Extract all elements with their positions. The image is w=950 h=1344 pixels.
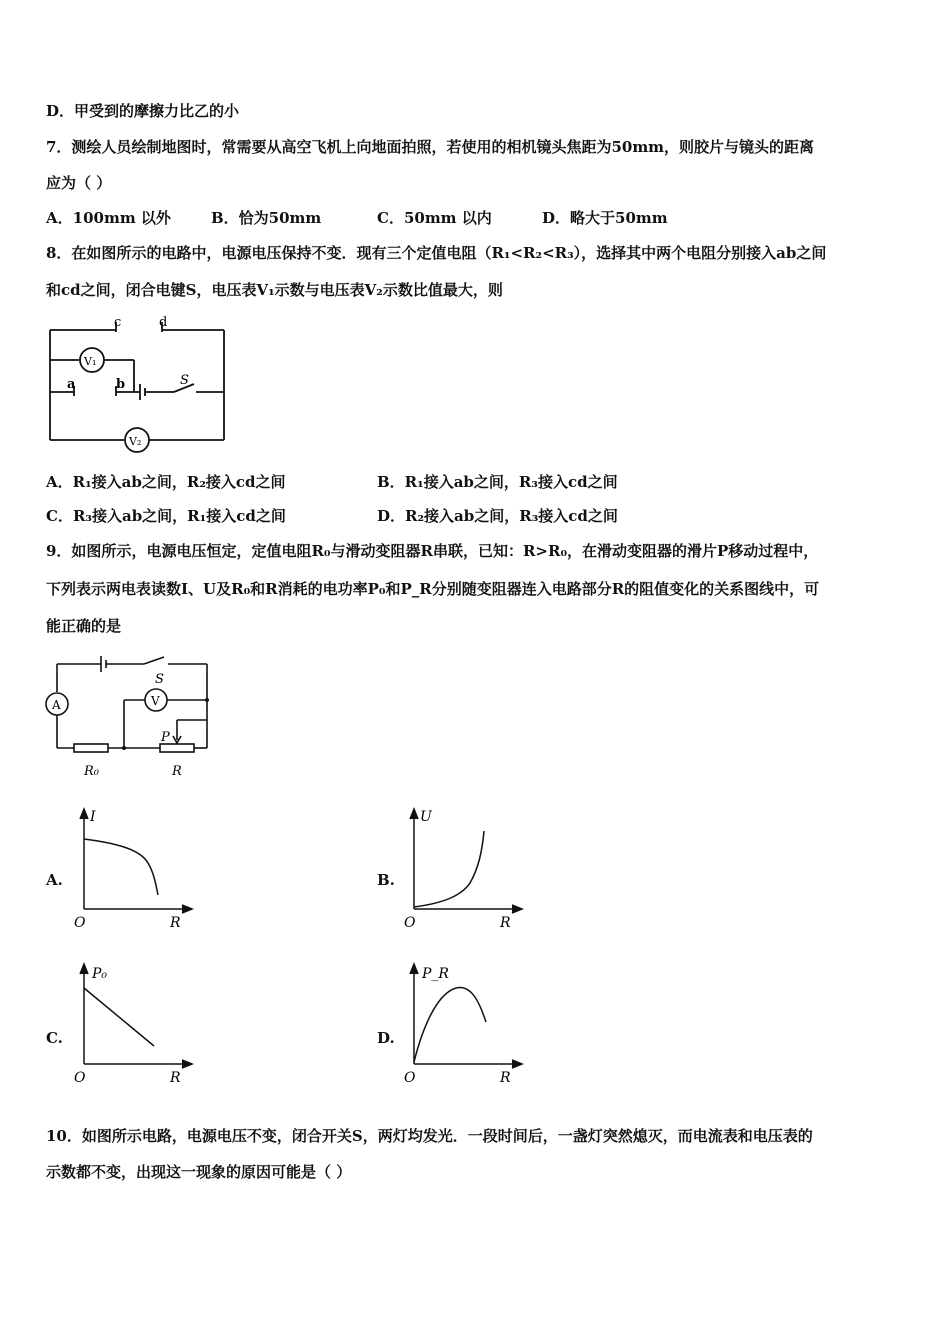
q9-label-r0: R₀ bbox=[84, 764, 99, 779]
q9-graph-a-xlabel: R bbox=[170, 915, 181, 931]
q9-graph-b-origin: O bbox=[404, 915, 416, 931]
q9-graph-a-curve bbox=[84, 839, 158, 895]
q9-graph-d-curve bbox=[414, 987, 486, 1062]
q8-option-b: B．R₁接入ab之间，R₃接入cd之间 bbox=[377, 473, 618, 491]
q9-graph-d-ylabel: P_R bbox=[422, 966, 449, 982]
q9-graph-d-option: D. bbox=[377, 1029, 395, 1047]
q7-option-b: B．恰为50mm bbox=[211, 209, 322, 227]
q9-graph-a-origin: O bbox=[74, 915, 86, 931]
q9-graph-d bbox=[400, 960, 530, 1088]
q8-option-c: C．R₃接入ab之间，R₁接入cd之间 bbox=[46, 507, 286, 525]
q9-label-r: R bbox=[172, 764, 182, 779]
q9-label-slider: P bbox=[161, 730, 170, 745]
q9-circuit-diagram bbox=[44, 650, 219, 780]
q8-label-v2: V₂ bbox=[129, 435, 142, 448]
q8-stem-line1: 8．在如图所示的电路中，电源电压保持不变．现有三个定值电阻（R₁<R₂<R₃），选择其中两个电阻分别接入ab之间 bbox=[46, 244, 827, 262]
q9-label-voltmeter: V bbox=[151, 694, 160, 708]
q9-graph-c-ylabel: P₀ bbox=[92, 966, 108, 982]
q8-option-d: D．R₂接入ab之间，R₃接入cd之间 bbox=[377, 507, 618, 525]
q8-label-v1: V₁ bbox=[84, 355, 97, 368]
q8-option-a: A．R₁接入ab之间，R₂接入cd之间 bbox=[46, 473, 286, 491]
q9-graph-c-option: C. bbox=[46, 1029, 63, 1047]
q9-graph-c-origin: O bbox=[74, 1070, 86, 1086]
q7-option-c: C．50mm 以内 bbox=[377, 209, 492, 227]
q8-label-a: a bbox=[67, 377, 76, 392]
q9-stem-line2: 下列表示两电表读数I、U及R₀和R消耗的电功率P₀和P_R分别随变阻器连入电路部分R的阻值变化的关系图线中，可 bbox=[46, 580, 820, 598]
q7-option-d: D．略大于50mm bbox=[542, 209, 668, 227]
q8-label-c: c bbox=[114, 315, 122, 330]
q9-graph-d-xlabel: R bbox=[500, 1070, 511, 1086]
q9-graph-b-curve bbox=[414, 831, 484, 907]
q9-label-switch: S bbox=[155, 672, 164, 687]
q9-graph-d-origin: O bbox=[404, 1070, 416, 1086]
q6-option-d: D．甲受到的摩擦力比乙的小 bbox=[46, 102, 240, 120]
q10-stem-line1: 10．如图所示电路，电源电压不变，闭合开关S，两灯均发光．一段时间后，一盏灯突然熄灭，而电流表和电压表的 bbox=[46, 1127, 813, 1145]
q7-stem-line1: 7．测绘人员绘制地图时，常需要从高空飞机上向地面拍照，若使用的相机镜头焦距为50mm，则胶片与镜头的距离 bbox=[46, 138, 815, 156]
q7-stem-line2: 应为（ ） bbox=[46, 174, 112, 192]
q8-circuit-diagram bbox=[44, 312, 234, 462]
q9-graph-b-ylabel: U bbox=[420, 809, 432, 825]
q9-graph-c-xlabel: R bbox=[170, 1070, 181, 1086]
q9-graph-a-option: A. bbox=[46, 871, 63, 889]
q9-graph-a-ylabel: I bbox=[90, 809, 96, 825]
q9-stem-line3: 能正确的是 bbox=[46, 617, 122, 635]
q9-label-ammeter: A bbox=[52, 698, 61, 712]
q9-stem-line1: 9．如图所示，电源电压恒定，定值电阻R₀与滑动变阻器R串联，已知：R>R₀，在滑动变阻器的滑片P移动过程中， bbox=[46, 542, 819, 560]
q9-graph-c bbox=[70, 960, 200, 1088]
q7-option-a: A．100mm 以外 bbox=[46, 209, 171, 227]
q9-graph-b-option: B. bbox=[377, 871, 395, 889]
q8-label-b: b bbox=[116, 377, 126, 392]
q8-label-s: S bbox=[180, 373, 189, 388]
q9-graph-b bbox=[400, 805, 530, 933]
q9-graph-b-xlabel: R bbox=[500, 915, 511, 931]
q9-graph-a bbox=[70, 805, 200, 933]
q8-stem-line2: 和cd之间，闭合电键S，电压表V₁示数与电压表V₂示数比值最大，则 bbox=[46, 281, 503, 299]
q8-label-d: d bbox=[159, 315, 168, 330]
q10-stem-line2: 示数都不变，出现这一现象的原因可能是（ ） bbox=[46, 1163, 352, 1181]
q9-graph-c-line bbox=[84, 988, 154, 1046]
